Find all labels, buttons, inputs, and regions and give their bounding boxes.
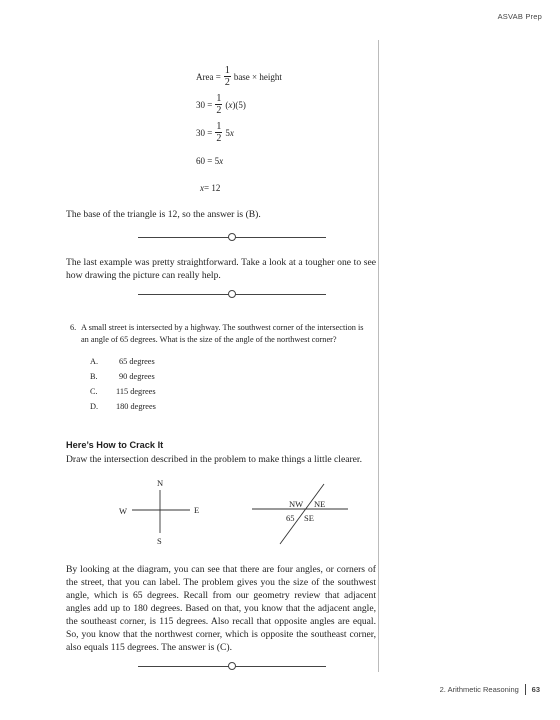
crack-intro: Draw the intersection described in the problem to make things a little clearer. [66, 454, 362, 465]
option-letter: D. [90, 402, 99, 411]
answer-option-b [90, 372, 155, 381]
fraction-numerator: 1 [216, 121, 222, 132]
eq2-lhs: 30 = [196, 100, 213, 110]
divider-ornament [228, 290, 236, 298]
section-heading: Here’s How to Crack It [66, 440, 164, 450]
divider-ornament [228, 662, 236, 670]
option-text: 115 degrees [116, 387, 156, 396]
equation-line-2 [196, 94, 246, 116]
eq3-lhs: 30 = [196, 128, 213, 138]
option-text: 90 degrees [119, 372, 155, 381]
fraction-half [215, 94, 222, 116]
page-number: 63 [531, 685, 540, 694]
eq4-variable: x [219, 156, 224, 166]
compass-north-label: N [157, 478, 164, 488]
equation-line-4 [196, 156, 223, 166]
angle-se-label: SE [304, 513, 314, 523]
question-number: 6. [70, 323, 77, 332]
answer-sentence: The base of the triangle is 12, so the answer is (B). [66, 209, 261, 220]
eq5-rhs: = 12 [204, 183, 221, 193]
answer-option-c [90, 387, 156, 396]
fraction-denominator: 2 [216, 105, 222, 116]
fraction-denominator: 2 [224, 77, 230, 88]
fraction-numerator: 1 [224, 65, 230, 76]
eq5-variable: x [200, 183, 204, 193]
eq4-text: 60 = 5 [196, 156, 220, 166]
eq1-lhs: Area = [196, 72, 221, 82]
margin-rule [378, 40, 379, 672]
option-text: 180 degrees [116, 402, 156, 411]
angle-nw-label: NW [289, 499, 304, 509]
answer-option-d [90, 402, 156, 411]
equation-line-1 [196, 66, 282, 88]
fraction-half [224, 66, 231, 88]
option-letter: B. [90, 372, 98, 381]
transition-paragraph: The last example was pretty straightforward. Take a look at a tougher one to see how drawing the picture can really help. [66, 257, 376, 281]
section-divider [138, 294, 326, 295]
option-text: 65 degrees [119, 357, 155, 366]
compass-west-label: W [119, 506, 128, 516]
eq2-paren-open: ( [225, 100, 229, 110]
intersection-diagram [250, 478, 350, 548]
eq1-rhs: base × height [233, 72, 282, 82]
fraction-half [215, 122, 222, 144]
eq2-variable: x [228, 100, 233, 110]
explanation-paragraph: By looking at the diagram, you can see that there are four angles, or corners of the street, that you can label. The problem gives you the size of the southwest angle, which is 65 degrees. Recall from our geometry review that adjacent angles add up to 180 degrees. Based on that, you know that the adjacent angle, the southeast corner, is 115 degrees. Also recall that opposite angles are equal. So, you know that the northwest corner, which is opposite the southeast corner, also equals 115 degrees. The answer is (C). [66, 564, 376, 653]
equation-line-3 [196, 122, 234, 144]
angle-ne-label: NE [314, 499, 326, 509]
section-divider [138, 237, 326, 238]
eq2-rhs: )(5) [232, 100, 246, 110]
fraction-denominator: 2 [216, 133, 222, 144]
divider-ornament [228, 233, 236, 241]
question-6 [70, 322, 370, 346]
eq3-variable: x [229, 128, 234, 138]
running-header: ASVAB Prep [497, 12, 542, 21]
fraction-numerator: 1 [216, 93, 222, 104]
option-letter: C. [90, 387, 98, 396]
section-divider [138, 666, 326, 667]
answer-option-a [90, 357, 155, 366]
eq3-coefficient: 5 [225, 128, 230, 138]
question-prompt: A small street is intersected by a highway. The southwest corner of the intersection is an angle of 65 degrees. What is the size of the angle of the northwest corner? [81, 323, 364, 344]
equation-line-5 [200, 183, 220, 193]
angle-sw-label: 65 [286, 513, 295, 523]
compass-south-label: S [157, 536, 162, 546]
page-footer [440, 684, 540, 695]
footer-chapter: 2. Arithmetic Reasoning [439, 685, 519, 694]
option-letter: A. [90, 357, 99, 366]
compass-east-label: E [194, 505, 200, 515]
footer-divider [525, 684, 526, 695]
